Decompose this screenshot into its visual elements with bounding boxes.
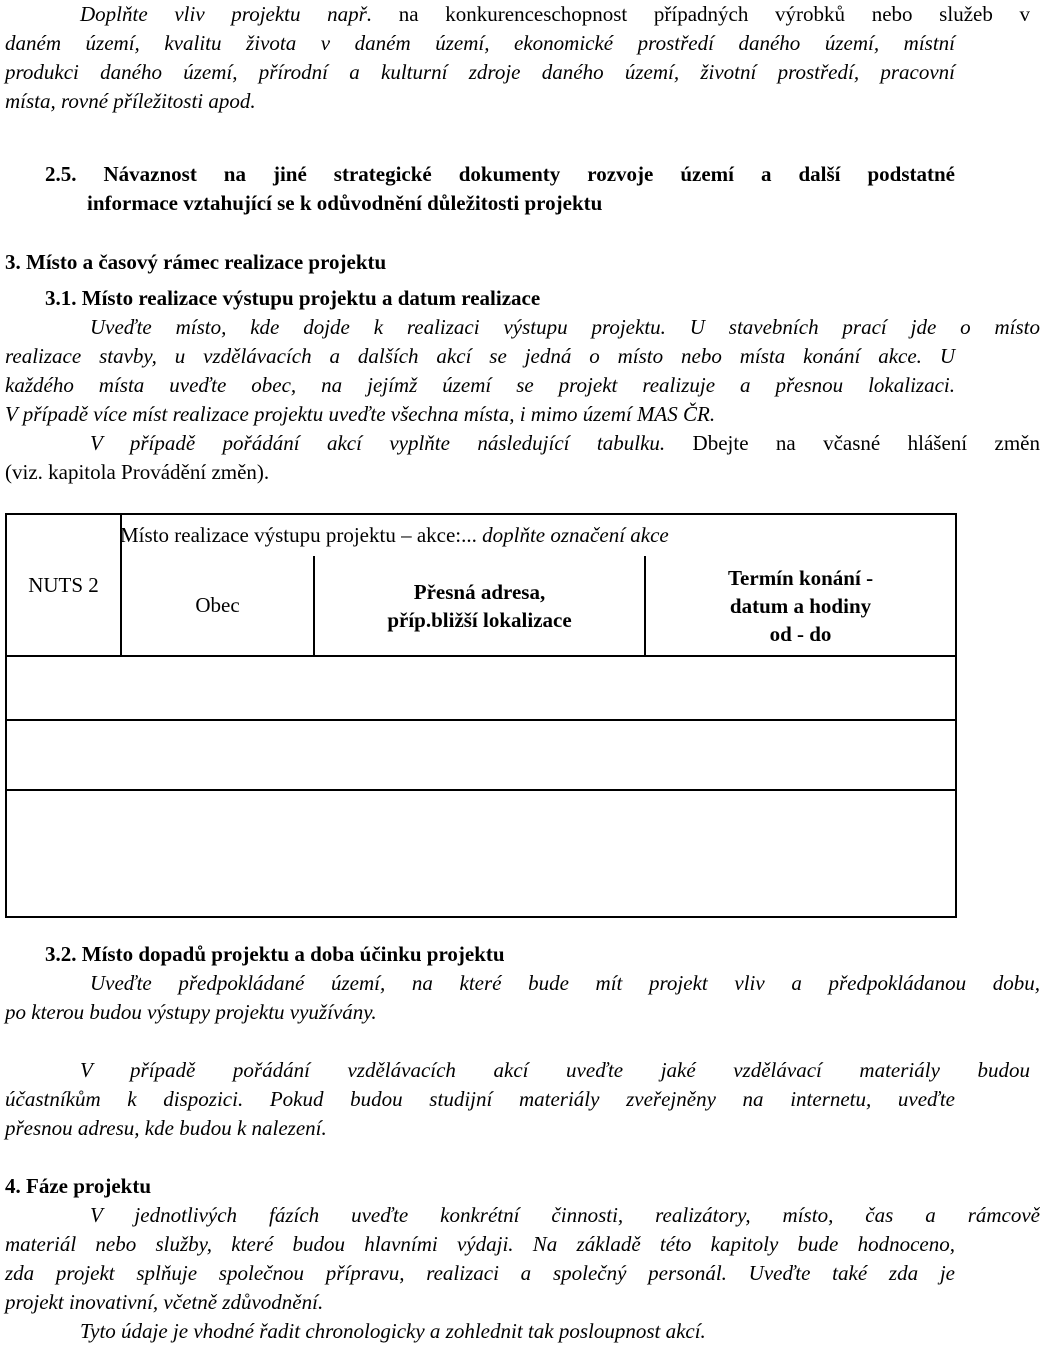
- section-4-line-3: zda projekt splňuje společnou přípravu, realizaci a společný personál. Uveďte také zda je: [5, 1261, 955, 1285]
- header-presna-adresa: Přesná adresa, příp.bližší lokalizace: [314, 556, 645, 656]
- section-3-1-line-2: realizace stavby, u vzdělávacích a dalších akcí se jedná o místo nebo místa konání akce. U: [5, 344, 955, 368]
- section-3-2-p2-line-2: účastníkům k dispozici. Pokud budou studijní materiály zveřejněny na internetu, uveďte: [5, 1087, 955, 1111]
- intro-line-1: Doplňte vliv projektu např. na konkurenceschopnost případných výrobků nebo služeb v: [80, 2, 1030, 26]
- section-3-2-p2-line-1: V případě pořádání vzdělávacích akcí uveďte jaké vzdělávací materiály budou: [80, 1058, 1030, 1082]
- section-4-line-5: Tyto údaje je vhodné řadit chronologicky a zohlednit tak posloupnost akcí.: [80, 1319, 706, 1343]
- section-4-heading: 4. Fáze projektu: [5, 1174, 152, 1198]
- header-nuts-2: NUTS 2: [6, 514, 121, 656]
- section-2-5-heading-line-2: informace vztahující se k odůvodnění důležitosti projektu: [87, 191, 603, 215]
- section-3-1-line-6: (viz. kapitola Provádění změn).: [5, 460, 270, 484]
- section-3-1-line-4: V případě více míst realizace projektu uveďte všechna místa, i mimo území MAS ČR.: [5, 402, 716, 426]
- section-4-line-1: V jednotlivých fázích uveďte konkrétní činnosti, realizátory, místo, čas a rámcově: [90, 1203, 1040, 1227]
- table-row: [6, 656, 956, 720]
- section-4-line-4: projekt inovativní, včetně zdůvodnění.: [5, 1290, 324, 1314]
- intro-line-4: místa, rovné příležitosti apod.: [5, 89, 256, 113]
- header-obec: Obec: [121, 556, 314, 656]
- section-4-line-2: materiál nebo služby, které budou hlavními výdaji. Na základě této kapitoly bude hodnoceno,: [5, 1232, 955, 1256]
- table-row: [6, 720, 956, 790]
- section-3-1-heading: 3.1. Místo realizace výstupu projektu a datum realizace: [45, 286, 541, 310]
- section-3-2-p2-line-3: přesnou adresu, kde budou k nalezení.: [5, 1116, 327, 1140]
- event-locations-table: [5, 513, 957, 918]
- header-termin-konani: Termín konání - datum a hodiny od - do: [645, 556, 956, 656]
- table-main-header: Místo realizace výstupu projektu – akce:... doplňte označení akce: [121, 514, 956, 556]
- section-3-2-line-1: Uveďte předpokládané území, na které bude mít projekt vliv a předpokládanou dobu,: [90, 971, 1040, 995]
- section-2-5-heading-line-1: 2.5. Návaznost na jiné strategické dokumenty rozvoje území a další podstatné: [45, 162, 955, 186]
- intro-line-3: produkci daného území, přírodní a kulturní zdroje daného území, životní prostředí, pracovní: [5, 60, 955, 84]
- section-3-1-line-1: Uveďte místo, kde dojde k realizaci výstupu projektu. U stavebních prací jde o místo: [90, 315, 1040, 339]
- section-3-1-line-3: každého místa uveďte obec, na jejímž území se projekt realizuje a přesnou lokalizaci.: [5, 373, 955, 397]
- intro-line-2: daném území, kvalitu života v daném území, ekonomické prostředí daného území, místní: [5, 31, 955, 55]
- section-3-2-line-2: po kterou budou výstupy projektu využívány.: [5, 1000, 377, 1024]
- section-3-2-heading: 3.2. Místo dopadů projektu a doba účinku projektu: [45, 942, 505, 966]
- section-3-heading: 3. Místo a časový rámec realizace projektu: [5, 250, 387, 274]
- table-row: [6, 790, 956, 917]
- section-3-1-line-5: V případě pořádání akcí vyplňte následující tabulku. Dbejte na včasné hlášení změn: [90, 431, 1040, 455]
